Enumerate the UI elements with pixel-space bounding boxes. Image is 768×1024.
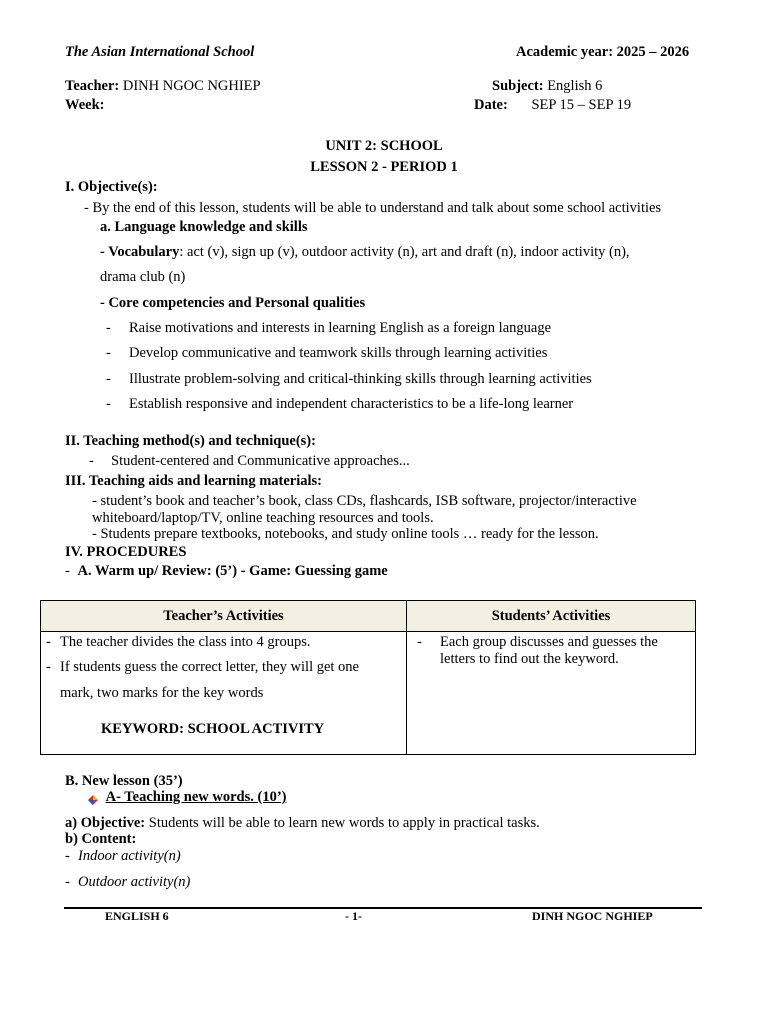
vocabulary-line-2: drama club (n): [100, 269, 186, 285]
activities-table: [40, 600, 696, 755]
subject-value: English 6: [547, 78, 603, 94]
academic-year: Academic year: 2025 – 2026: [516, 44, 690, 60]
methods-item: Student-centered and Communicative approaches...: [111, 453, 410, 469]
teacher-dash: -: [46, 659, 51, 675]
new-lesson-heading: B. New lesson (35’): [65, 773, 183, 789]
vocabulary-label: - Vocabulary: [100, 244, 180, 260]
subject-label: Subject:: [492, 78, 544, 94]
competency-dash: -: [106, 320, 111, 336]
competency-dash: -: [106, 371, 111, 387]
teacher-activity-1: The teacher divides the class into 4 groups.: [60, 634, 311, 650]
school-name: The Asian International School: [65, 44, 255, 60]
language-knowledge-heading: a. Language knowledge and skills: [100, 219, 308, 235]
students-activities-header: Students’ Activities: [407, 601, 696, 632]
date-line: [474, 97, 631, 114]
warmup-dash: -: [65, 563, 70, 579]
objectives-heading: I. Objective(s):: [65, 179, 158, 195]
objectives-intro: - By the end of this lesson, students will be able to understand and talk about some school activities: [84, 200, 662, 216]
methods-dash: -: [89, 453, 94, 469]
teacher-name: DINH NGOC NGHIEP: [122, 78, 261, 94]
content-dash: -: [65, 848, 70, 864]
student-activity-1a: Each group discusses and guesses the: [440, 634, 658, 650]
date-label: Date:: [474, 97, 508, 113]
materials-line-3: - Students prepare textbooks, notebooks, and study online tools … ready for the lesson.: [92, 526, 599, 542]
methods-heading: II. Teaching method(s) and technique(s):: [65, 433, 316, 449]
teacher-dash: -: [46, 634, 51, 650]
teacher-label: Teacher:: [65, 78, 120, 94]
materials-line-2: whiteboard/laptop/TV, online teaching resources and tools.: [92, 510, 434, 526]
competency-item: Establish responsive and independent characteristics to be a life-long learner: [129, 396, 574, 412]
footer-page-number: - 1-: [345, 909, 362, 923]
content-dash: -: [65, 874, 70, 890]
competency-item: Illustrate problem-solving and critical-thinking skills through learning activities: [129, 371, 592, 387]
new-words-title: A- Teaching new words. (10’): [105, 789, 287, 805]
content-label: b) Content:: [65, 831, 137, 847]
unit-title: UNIT 2: SCHOOL: [325, 138, 443, 154]
teacher-activity-2b: mark, two marks for the key words: [60, 685, 264, 701]
diamond-bullet-icon: [88, 793, 98, 803]
vocabulary-line-1: [100, 244, 630, 261]
warmup-line: [65, 563, 388, 580]
footer-left: ENGLISH 6: [105, 909, 169, 923]
competency-item: Develop communicative and teamwork skills through learning activities: [129, 345, 548, 361]
materials-line-1: - student’s book and teacher’s book, class CDs, flashcards, ISB software, projector/interactive: [92, 493, 637, 509]
lesson-title: LESSON 2 - PERIOD 1: [310, 159, 458, 175]
competency-dash: -: [106, 345, 111, 361]
teacher-activity-2a: If students guess the correct letter, they will get one: [60, 659, 359, 675]
warmup-title: A. Warm up/ Review: (5’) - Game: Guessing game: [77, 563, 388, 579]
objective-label: a) Objective:: [65, 815, 146, 831]
student-activity-1b: letters to find out the keyword.: [440, 651, 619, 667]
materials-heading: III. Teaching aids and learning materials:: [65, 473, 323, 489]
date-value: SEP 15 – SEP 19: [531, 97, 632, 113]
competencies-heading: - Core competencies and Personal qualities: [100, 295, 366, 311]
content-item: Indoor activity(n): [78, 848, 181, 864]
student-dash: -: [417, 634, 422, 650]
procedures-heading: IV. PROCEDURES: [65, 544, 187, 560]
teacher-line: [65, 78, 261, 95]
competency-dash: -: [106, 396, 111, 412]
content-item: Outdoor activity(n): [78, 874, 191, 890]
objective-text: Students will be able to learn new words to apply in practical tasks.: [145, 815, 540, 831]
subject-line: [492, 78, 602, 95]
students-activities-cell: [407, 632, 696, 755]
footer-right: DINH NGOC NGHIEP: [532, 909, 653, 923]
teacher-activities-cell: [41, 632, 407, 755]
teacher-activities-header: Teacher’s Activities: [41, 601, 407, 632]
objective-line: [65, 815, 540, 832]
week-label: Week:: [65, 97, 105, 113]
vocabulary-text: : act (v), sign up (v), outdoor activity (n), art and draft (n), indoor activity (n),: [179, 244, 630, 260]
new-words-line: [88, 789, 286, 806]
competency-item: Raise motivations and interests in learning English as a foreign language: [129, 320, 552, 336]
keyword: KEYWORD: SCHOOL ACTIVITY: [101, 721, 325, 737]
